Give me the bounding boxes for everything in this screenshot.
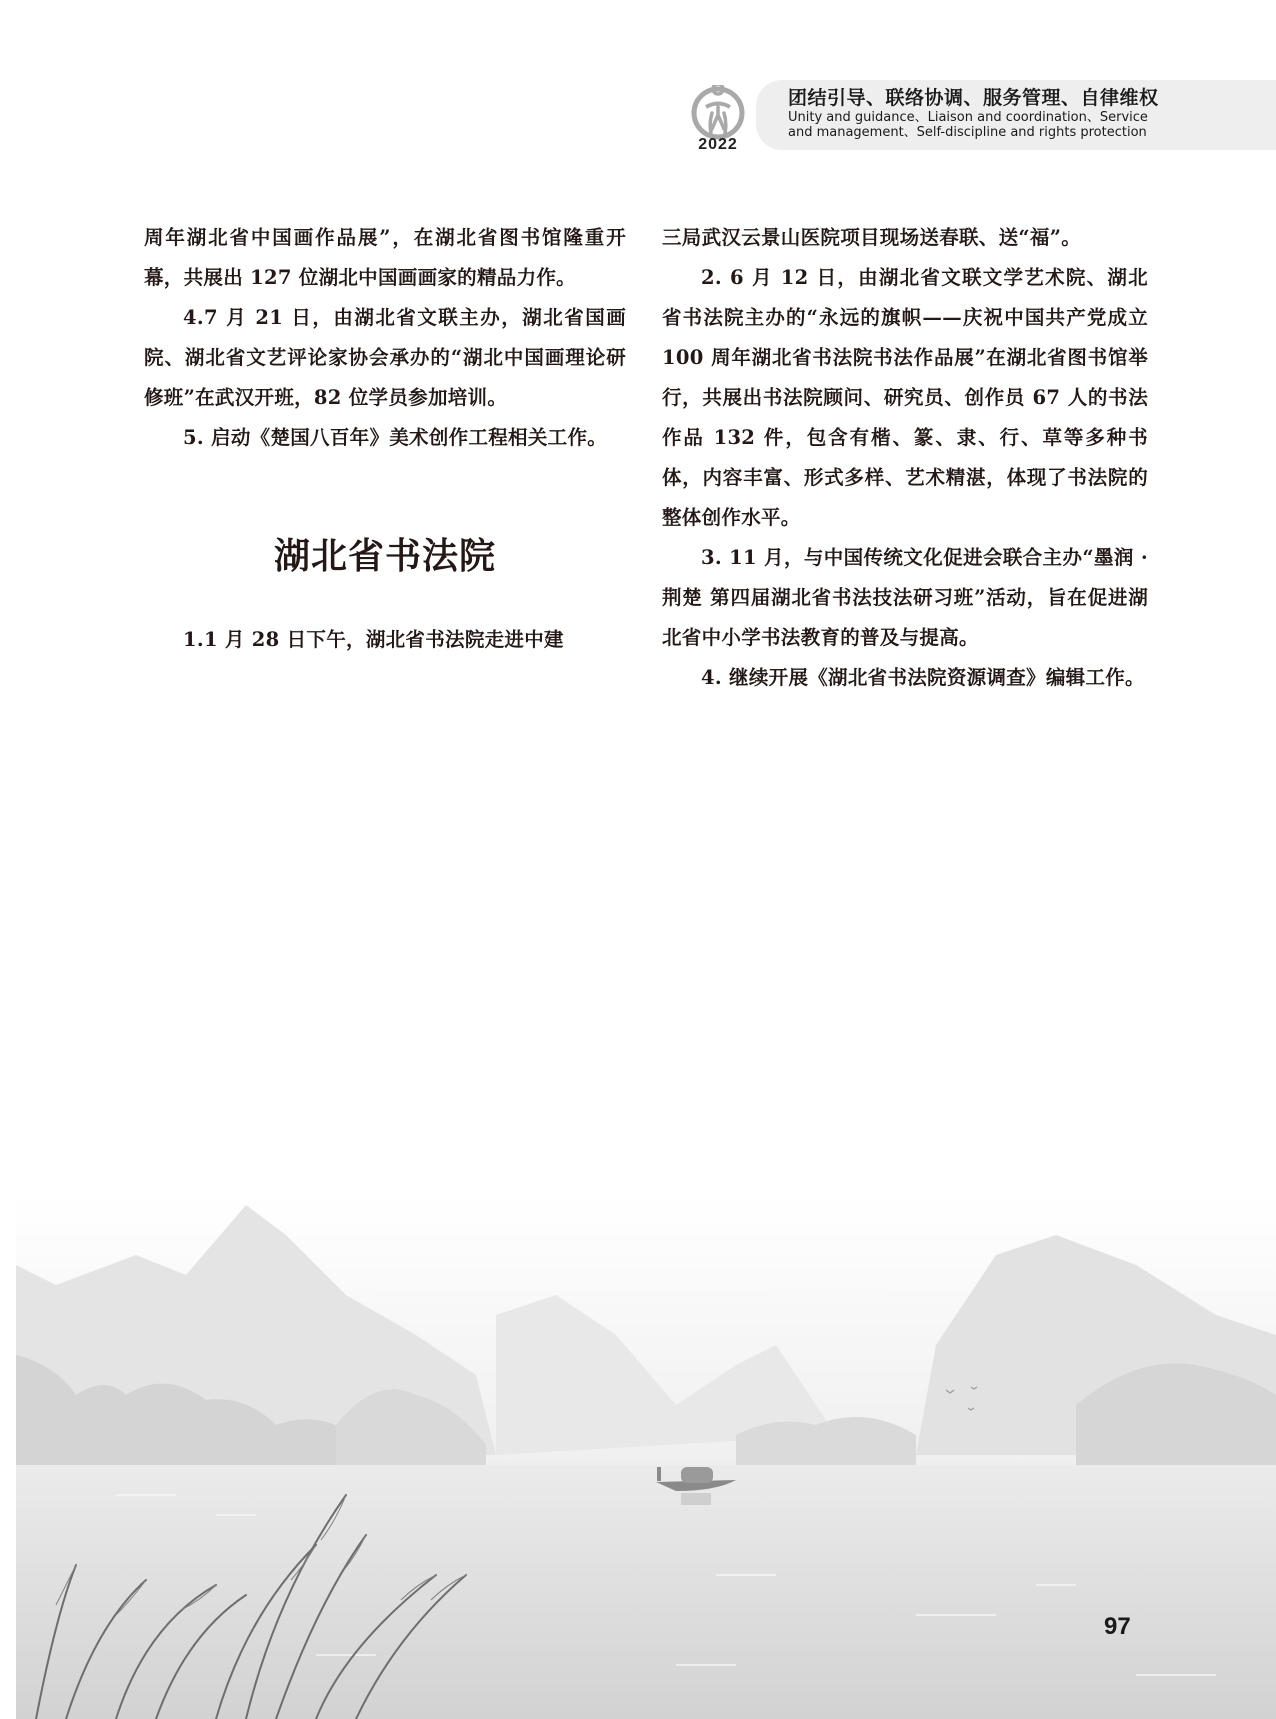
paragraph-item-3: 3. 11 月，与中国传统文化促进会联合主办“墨润 · 荆楚 第四届湖北省书法技法研习班”活动，旨在促进湖北省中小学书法教育的普及与提高。	[662, 546, 1148, 649]
header-title-en-line2: and management、Self-discipline and rights protection	[788, 125, 1147, 140]
header-title-zh: 团结引导、联络协调、服务管理、自律维权	[788, 87, 1159, 109]
paragraph-continued: 三局武汉云景山医院项目现场送春联、送“福”。	[662, 226, 1082, 249]
paragraph-continued: 周年湖北省中国画作品展”，在湖北省图书馆隆重开幕，共展出 127 位湖北中国画画家的精品力作。	[144, 226, 626, 289]
yearbook-year: 2022	[698, 136, 738, 153]
paragraph-item-4: 4.7 月 21 日，由湖北省文联主办，湖北省国画院、湖北省文艺评论家协会承办的“湖北中国画理论研修班”在武汉开班，82 位学员参加培训。	[144, 306, 626, 409]
ink-landscape-image	[16, 1195, 1276, 1719]
paragraph-item-5: 5. 启动《楚国八百年》美术创作工程相关工作。	[183, 426, 608, 449]
left-column	[144, 218, 626, 660]
page-number: 97	[1104, 1613, 1131, 1640]
paragraph-item-1: 1.1 月 28 日下午，湖北省书法院走进中建	[183, 628, 564, 651]
header-banner	[756, 80, 1276, 150]
header-title-en-line1: Unity and guidance、Liaison and coordination、Service	[788, 110, 1148, 125]
running-header	[680, 80, 1276, 162]
paragraph-item-4: 4. 继续开展《湖北省书法院资源调查》编辑工作。	[701, 666, 1145, 689]
section-title: 湖北省书法院	[273, 536, 496, 577]
paragraph-item-2: 2. 6 月 12 日，由湖北省文联文学艺术院、湖北省书法院主办的“永远的旗帜——庆祝中国共产党成立 100 周年湖北省书法院书法作品展”在湖北省图书馆举行，共展出书法院顾问、研究员、创作员 67 人的书法作品 132 件，包含有楷、篆、隶、行、草等多种书体，内容丰富、形式多样、艺术精湛，体现了书法院的整体创作水平。	[662, 266, 1148, 529]
right-column	[662, 218, 1148, 698]
